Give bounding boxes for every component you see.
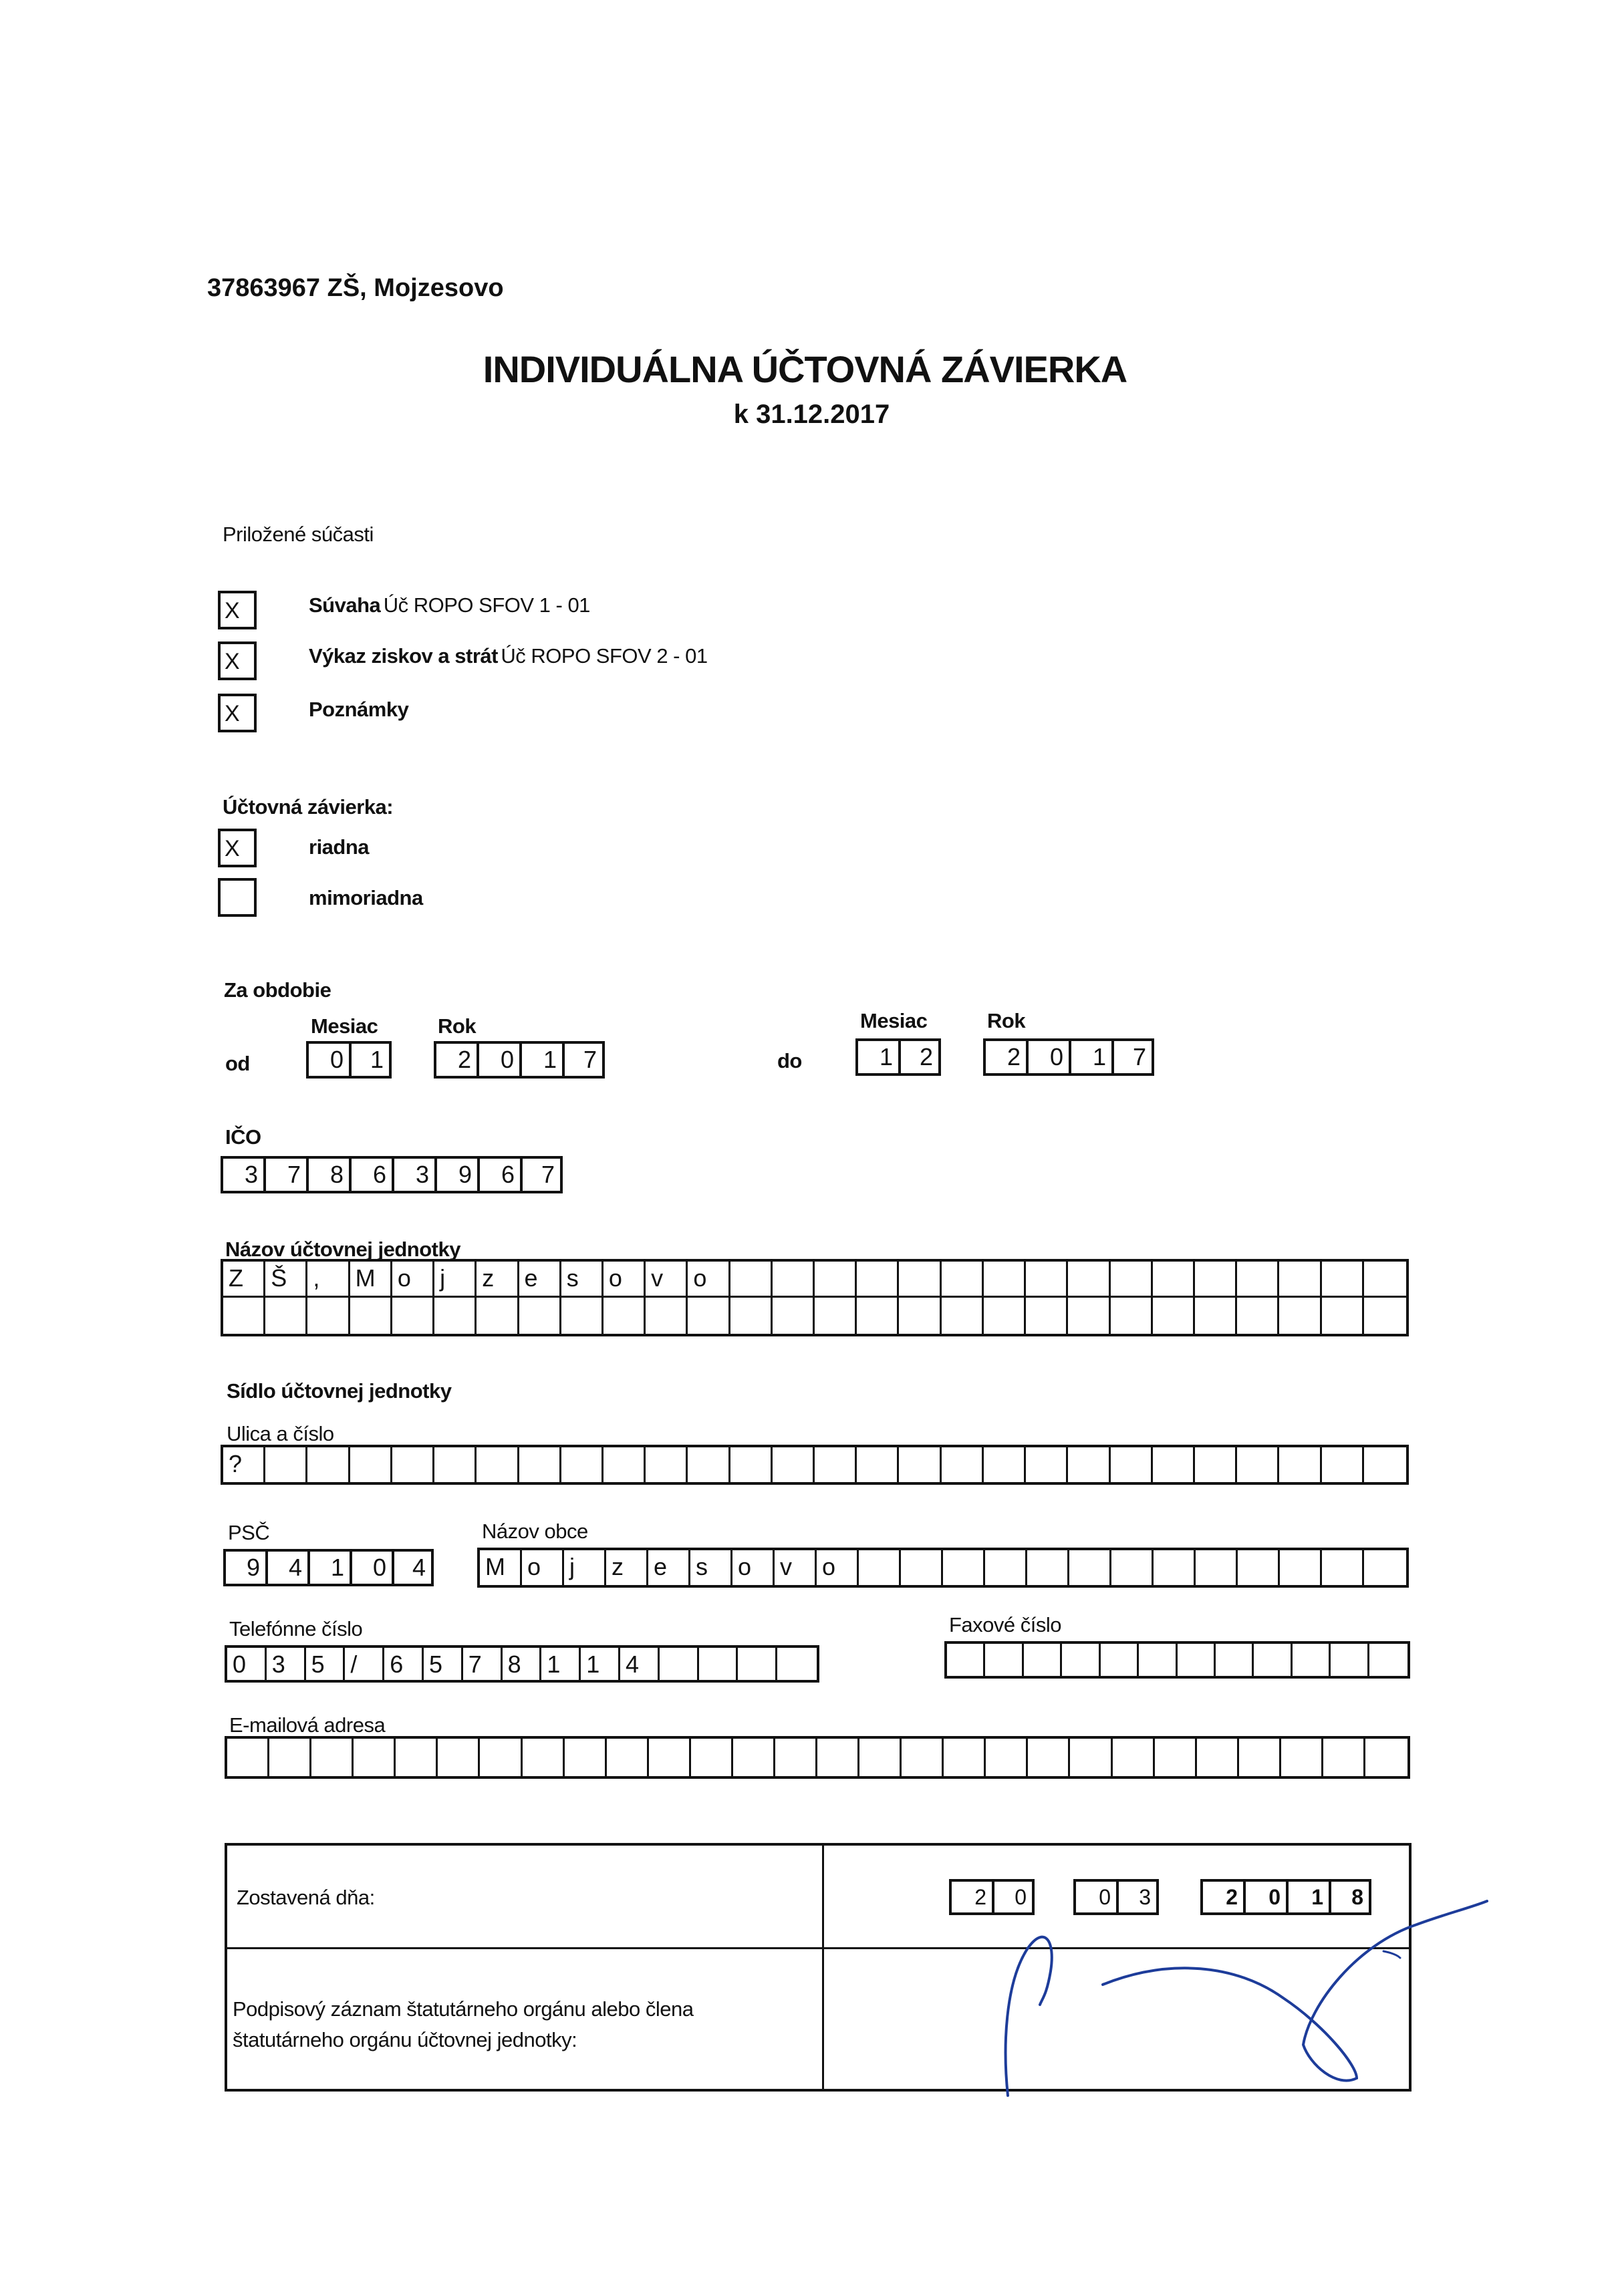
char-cell: 7 bbox=[463, 1648, 503, 1680]
char-cell: s bbox=[690, 1550, 732, 1585]
char-cell: 3 bbox=[267, 1648, 306, 1680]
attachment-vykaz-code: Úč ROPO SFOV 2 - 01 bbox=[501, 644, 708, 668]
digit-cell: 0 bbox=[350, 1549, 392, 1586]
digit-cell: 4 bbox=[392, 1549, 434, 1586]
digit-cell: 1 bbox=[519, 1041, 562, 1079]
digit-cell: 1 bbox=[307, 1549, 350, 1586]
entity-name-label: Názov účtovnej jednotky bbox=[225, 1238, 460, 1261]
digit-cell: 0 bbox=[1243, 1879, 1286, 1915]
psc-label: PSČ bbox=[228, 1521, 270, 1544]
digit-cell: 2 bbox=[949, 1879, 992, 1915]
page-title: INDIVIDUÁLNA ÚČTOVNÁ ZÁVIERKA bbox=[483, 348, 1127, 390]
char-cell: s bbox=[561, 1262, 603, 1298]
digit-cell: 2 bbox=[434, 1041, 477, 1079]
digit-cell: 3 bbox=[1116, 1879, 1159, 1915]
char-cell: 1 bbox=[541, 1648, 581, 1680]
ico-label: IČO bbox=[225, 1125, 261, 1149]
attachment-suvaha-code: Úč ROPO SFOV 1 - 01 bbox=[383, 593, 590, 617]
period-heading: Za obdobie bbox=[224, 978, 331, 1002]
digit-cell: 7 bbox=[520, 1156, 563, 1193]
char-cell: v bbox=[775, 1550, 817, 1585]
checkbox-suvaha[interactable]: X bbox=[218, 591, 257, 629]
checkbox-vykaz[interactable]: X bbox=[218, 641, 257, 680]
digit-cell: 2 bbox=[983, 1038, 1026, 1076]
street-label: Ulica a číslo bbox=[227, 1422, 334, 1445]
char-cell: 6 bbox=[384, 1648, 424, 1680]
char-cell: o bbox=[688, 1262, 730, 1298]
digit-cell: 9 bbox=[223, 1549, 265, 1586]
char-cell: / bbox=[345, 1648, 384, 1680]
to-year-label: Rok bbox=[987, 1009, 1026, 1032]
char-cell: Z bbox=[223, 1262, 265, 1298]
attachment-vykaz-title: Výkaz ziskov a strát bbox=[309, 644, 498, 668]
digit-cell: 6 bbox=[349, 1156, 392, 1193]
city-label: Názov obce bbox=[482, 1520, 588, 1543]
email-label: E-mailová adresa bbox=[229, 1713, 386, 1737]
checkbox-riadna[interactable]: X bbox=[218, 829, 257, 867]
date-line: k 31.12.2017 bbox=[733, 400, 890, 429]
char-cell: o bbox=[817, 1550, 859, 1585]
digit-cell: 7 bbox=[1111, 1038, 1154, 1076]
char-cell: e bbox=[519, 1262, 561, 1298]
digit-cell: 7 bbox=[562, 1041, 605, 1079]
char-cell: o bbox=[392, 1262, 434, 1298]
option-riadna-label: riadna bbox=[309, 835, 370, 859]
char-cell: , bbox=[307, 1262, 350, 1298]
digit-cell: 0 bbox=[1026, 1038, 1069, 1076]
digit-cell: 0 bbox=[1073, 1879, 1116, 1915]
digit-cell: 9 bbox=[434, 1156, 477, 1193]
digit-cell: 0 bbox=[306, 1041, 349, 1079]
char-cell: 4 bbox=[620, 1648, 660, 1680]
char-cell: z bbox=[606, 1550, 648, 1585]
digit-cell: 1 bbox=[349, 1041, 392, 1079]
from-label: od bbox=[225, 1052, 250, 1075]
digit-cell: 3 bbox=[221, 1156, 263, 1193]
attachment-poznamky-title: Poznámky bbox=[309, 698, 409, 721]
digit-cell: 8 bbox=[306, 1156, 349, 1193]
char-cell: 0 bbox=[227, 1648, 267, 1680]
digit-cell: 0 bbox=[992, 1879, 1035, 1915]
char-cell: e bbox=[648, 1550, 690, 1585]
to-label: do bbox=[777, 1049, 802, 1072]
digit-cell: 0 bbox=[477, 1041, 519, 1079]
fax-label: Faxové číslo bbox=[949, 1613, 1062, 1636]
char-cell: o bbox=[522, 1550, 564, 1585]
seat-label: Sídlo účtovnej jednotky bbox=[227, 1379, 452, 1403]
to-month-label: Mesiac bbox=[860, 1009, 928, 1032]
org-line: 37863967 ZŠ, Mojzesovo bbox=[207, 274, 504, 302]
checkbox-poznamky[interactable]: X bbox=[218, 694, 257, 732]
char-cell: ? bbox=[223, 1447, 265, 1482]
signature-record-label: Podpisový záznam štatutárneho orgánu alebo člena štatutárneho orgánu účtovnej jednotky: bbox=[233, 1997, 694, 2051]
char-cell: 5 bbox=[306, 1648, 346, 1680]
char-cell: M bbox=[350, 1262, 392, 1298]
attachments-heading: Priložené súčasti bbox=[223, 523, 374, 546]
attachment-suvaha-title: Súvaha bbox=[309, 593, 381, 617]
from-year-label: Rok bbox=[438, 1014, 477, 1038]
char-cell: 8 bbox=[503, 1648, 542, 1680]
digit-cell: 2 bbox=[898, 1038, 941, 1076]
digit-cell: 3 bbox=[392, 1156, 434, 1193]
from-month-label: Mesiac bbox=[311, 1014, 378, 1038]
char-cell: M bbox=[480, 1550, 522, 1585]
option-mimoriadna-label: mimoriadna bbox=[309, 886, 423, 909]
char-cell: 5 bbox=[424, 1648, 463, 1680]
char-cell: Š bbox=[265, 1262, 307, 1298]
digit-cell: 8 bbox=[1329, 1879, 1371, 1915]
char-cell: v bbox=[646, 1262, 688, 1298]
digit-cell: 7 bbox=[263, 1156, 306, 1193]
digit-cell: 4 bbox=[265, 1549, 307, 1586]
digit-cell: 1 bbox=[1286, 1879, 1329, 1915]
char-cell: j bbox=[564, 1550, 606, 1585]
char-cell: 1 bbox=[581, 1648, 620, 1680]
digit-cell: 6 bbox=[477, 1156, 520, 1193]
digit-cell: 2 bbox=[1200, 1879, 1243, 1915]
digit-cell: 1 bbox=[1069, 1038, 1111, 1076]
closing-heading: Účtovná závierka: bbox=[223, 795, 394, 819]
char-cell: z bbox=[477, 1262, 519, 1298]
phone-label: Telefónne číslo bbox=[229, 1617, 363, 1640]
compiled-date-label: Zostavená dňa: bbox=[237, 1886, 375, 1909]
digit-cell: 1 bbox=[855, 1038, 898, 1076]
char-cell: o bbox=[603, 1262, 646, 1298]
char-cell: j bbox=[434, 1262, 477, 1298]
char-cell: o bbox=[732, 1550, 775, 1585]
